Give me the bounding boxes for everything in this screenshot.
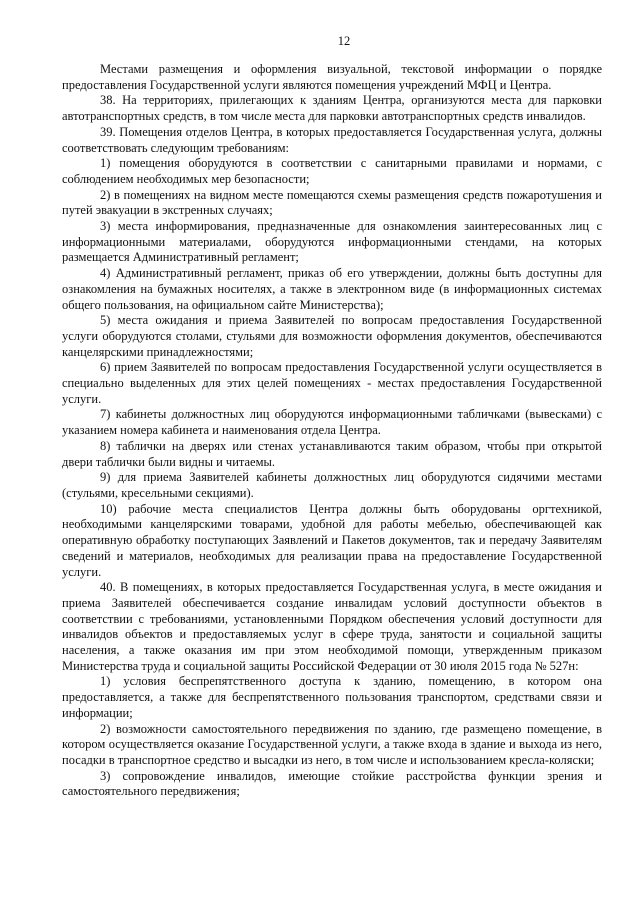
paragraph: 3) сопровождение инвалидов, имеющие стойкие расстройства функции зрения и самостоятельного передвижения;	[62, 768, 602, 799]
paragraph: 4) Административный регламент, приказ об его утверждении, должны быть доступны для ознакомления на бумажных носителях, а также в электронном виде (в информационных системах общего пользования, на официальном сайте Министерства);	[62, 266, 602, 312]
paragraph: 9) для приема Заявителей кабинеты должностных лиц оборудуются сидячими местами (стульями, кресельными секциями).	[62, 470, 602, 500]
paragraph: 10) рабочие места специалистов Центра должны быть оборудованы оргтехникой, необходимыми канцелярскими товарами, удобной для работы мебелью, обеспечивающей как оперативную обработку поступающих Заявлений и Пакетов документов, так и передачу Заявителям сведений и материалов, необходимых для реализации права на предоставление Государственной услуги.	[62, 501, 602, 579]
paragraph: 8) таблички на дверях или стенах устанавливаются таким образом, чтобы при открытой двери таблички были видны и читаемы.	[62, 438, 602, 469]
paragraph: 2) возможности самостоятельного передвижения по зданию, где размещено помещение, в котором осуществляется оказание Государственной услуги, а также входа в здание и выхода из него, посадки в транспортное средство и высадки из него, в том числе и использованием кресла-коляски;	[62, 721, 602, 767]
page-number: 12	[337, 34, 351, 48]
paragraph: 3) места информирования, предназначенные для ознакомления заинтересованных лиц с информационными материалами, оборудуются информационными стендами, на которых размещается Административный регламент;	[62, 219, 602, 265]
paragraph: 5) места ожидания и приема Заявителей по вопросам предоставления Государственной услуги оборудуются столами, стульями для возможности оформления документов, обеспечиваются канцелярскими принадлежностями;	[62, 313, 602, 359]
paragraph: 2) в помещениях на видном месте помещаются схемы размещения средств пожаротушения и путей эвакуации в экстренных случаях;	[62, 187, 602, 218]
paragraph: Местами размещения и оформления визуальной, текстовой информации о порядке предоставления Государственной услуги являются помещения учреждений МФЦ и Центра.	[62, 62, 602, 92]
body-text	[62, 62, 602, 800]
paragraph: 6) прием Заявителей по вопросам предоставления Государственной услуги осуществляется в специально выделенных для этих целей помещениях - местах предоставления Государственной услуги.	[62, 360, 602, 406]
paragraph: 1) условия беспрепятственного доступа к зданию, помещению, в котором она предоставляется, а также для беспрепятственного пользования транспортом, средствами связи и информации;	[62, 674, 602, 720]
paragraph: 39. Помещения отделов Центра, в которых предоставляется Государственная услуга, должны соответствовать следующим требованиям:	[62, 124, 602, 155]
paragraph: 38. На территориях, прилегающих к зданиям Центра, организуются места для парковки автотранспортных средств, в том числе места для парковки автотранспортных средств инвалидов.	[62, 93, 602, 124]
paragraph: 7) кабинеты должностных лиц оборудуются информационными табличками (вывесками) с указанием номера кабинета и наименования отдела Центра.	[62, 407, 602, 438]
paragraph: 1) помещения оборудуются в соответствии с санитарными правилами и нормами, с соблюдением необходимых мер безопасности;	[62, 156, 602, 186]
paragraph: 40. В помещениях, в которых предоставляется Государственная услуга, в месте ожидания и приема Заявителей обеспечивается создание инвалидам условий доступности объектов в соответствии с требованиями, установленными Порядком обеспечения условий доступности для инвалидов объектов и предоставляемых услуг в сфере труда, занятости и социальной защиты населения, а также оказания им при этом необходимой помощи, утвержденным приказом Министерства труда и социальной защиты Российской Федерации от 30 июля 2015 года № 527н:	[62, 580, 602, 673]
